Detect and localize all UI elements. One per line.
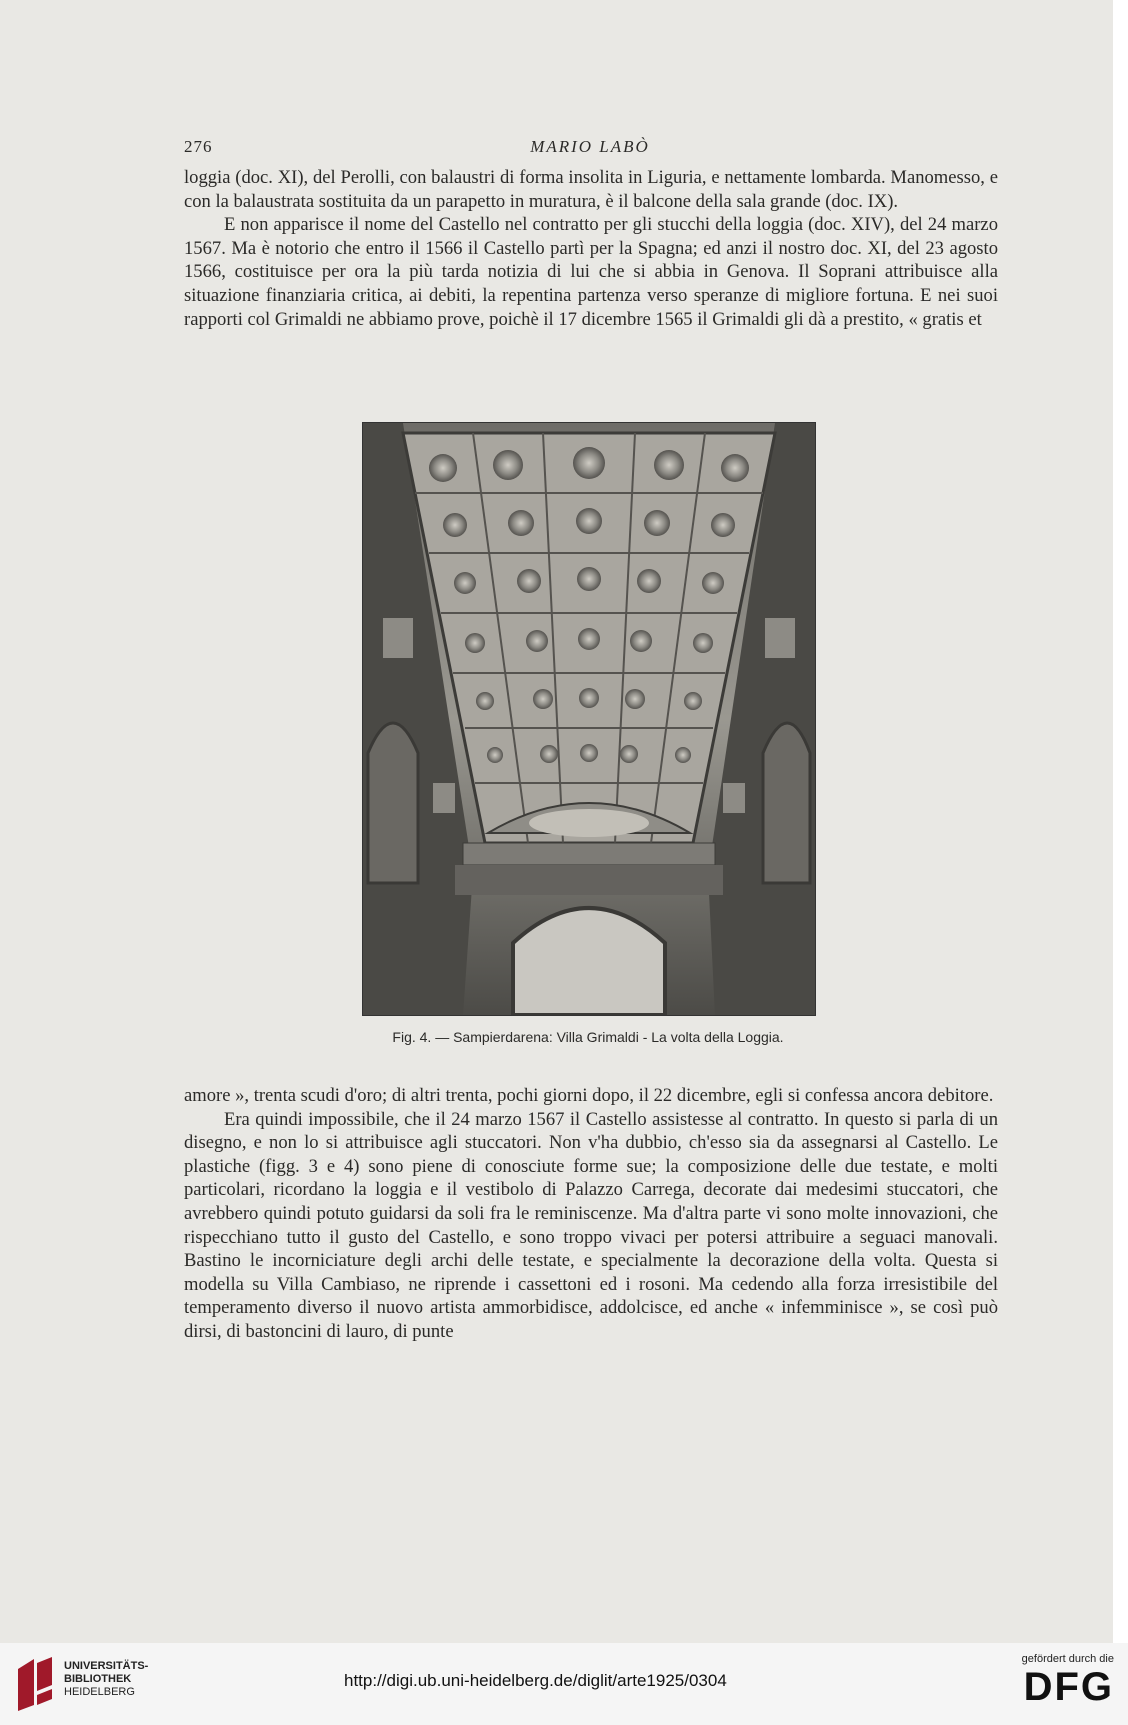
figure-caption: Fig. 4. — Sampierdarena: Villa Grimaldi - La volta della Loggia.	[392, 1029, 784, 1045]
vault-photograph	[363, 423, 815, 1015]
running-header	[184, 137, 996, 159]
library-name-line: BIBLIOTHEK	[64, 1673, 132, 1685]
paragraph: loggia (doc. XI), del Perolli, con balaustri di forma insolita in Liguria, e nettamente lombarda. Manomesso, e con la balaustrata sostituita da un parapetto in muratura, è il balcone della sala grande (doc. IX).	[184, 167, 998, 212]
text-block-bottom	[184, 1084, 998, 1344]
paragraph: amore », trenta scudi d'oro; di altri trenta, pochi giorni dopo, il 22 dicembre, egli si confessa ancora debitore.	[184, 1085, 994, 1106]
dfg-logo: DFG	[1023, 1665, 1114, 1709]
page-number: 276	[184, 137, 213, 156]
funder-box	[1004, 1653, 1114, 1709]
page-edge	[1113, 0, 1128, 1643]
university-library-logo-icon	[14, 1655, 56, 1713]
text-block-top	[184, 166, 998, 331]
running-head-author: MARIO LABÒ	[530, 137, 650, 156]
paragraph: E non apparisce il nome del Castello nel contratto per gli stucchi della loggia (doc. XIV), del 24 marzo 1567. Ma è notorio che entro il 1566 il Castello partì per la Spagna; ed anzi il nostro doc. XI, del 23 agosto 1566, costituisce per ora la più tarda notizia di lui che si abbia in Genova. Il Soprani attribuisce alla situazione finanziaria critica, ai debiti, la repentina partenza verso speranze di migliore fortuna. E nei suoi rapporti col Grimaldi ne abbiamo prove, poichè il 17 dicembre 1565 il Grimaldi gli dà a prestito, « gratis et	[184, 214, 998, 330]
library-name	[64, 1660, 148, 1699]
figure-photo-vault	[362, 422, 816, 1016]
funded-by-label: gefördert durch die	[1021, 1653, 1114, 1665]
footer-bar	[0, 1643, 1128, 1725]
paragraph: Era quindi impossibile, che il 24 marzo 1567 il Castello assistesse al contratto. In questo si parla di un disegno, e non lo si attribuisce agli stuccatori. Non v'ha dubbio, ch'esso sia da assegnarsi al Castello. Le plastiche (figg. 3 e 4) sono piene di conosciute forme sue; la composizione delle due testate, e molti particolari, ricordano la loggia e il vestibolo di Palazzo Carrega, decorate dai medesimi stuccatori, che avrebbero quindi potuto guidarsi da soli fra le reminiscenze. Ma d'altra parte vi sono molte innovazioni, che rispecchiano tutto il gusto del Castello, e sono troppo vivaci per potersi attribuire a seguaci manovali. Bastino le incorniciature degli archi delle testate, e specialmente la decorazione della volta. Questa si modella su Villa Cambiaso, ne riprende i cassettoni ed i rosoni. Ma cedendo alla forza irresistibile del temperamento diverso il nuovo artista ammorbidisce, addolcisce, ed anche « infemminisce », se così può dirsi, di bastoncini di lauro, di punte	[184, 1108, 998, 1342]
permalink-url[interactable]: http://digi.ub.uni-heidelberg.de/diglit/arte1925/0304	[344, 1671, 727, 1690]
library-name-line: HEIDELBERG	[64, 1686, 135, 1698]
library-name-line: UNIVERSITÄTS-	[64, 1660, 149, 1672]
